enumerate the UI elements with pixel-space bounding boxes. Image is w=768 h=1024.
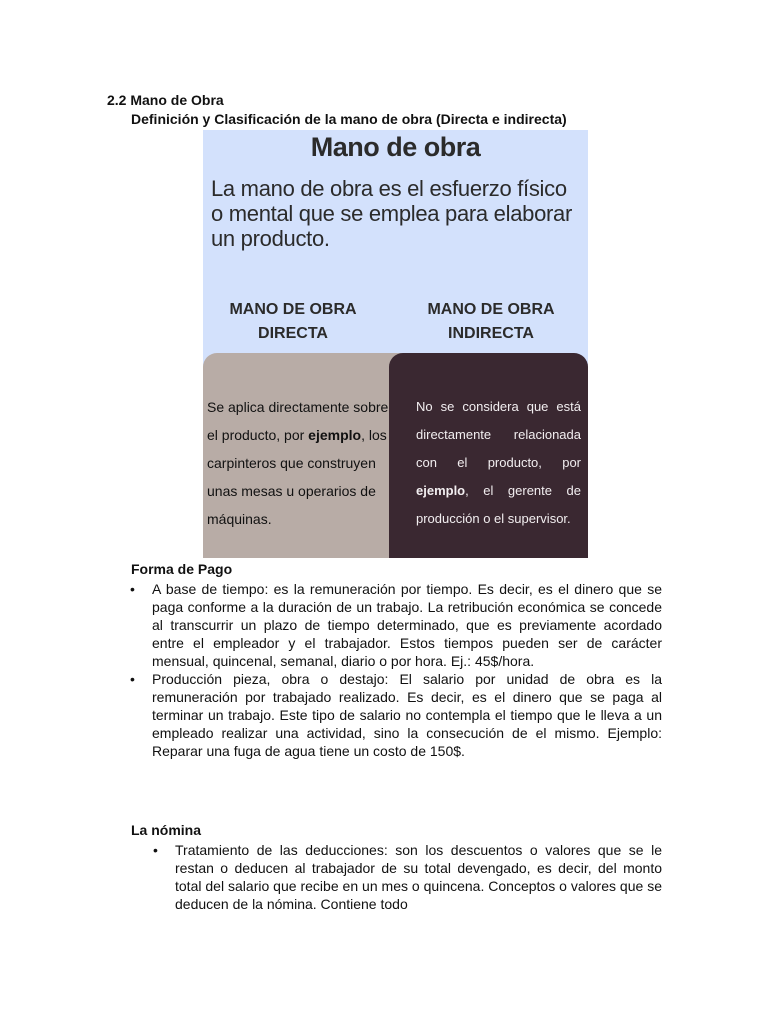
indirect-text-before: No se considera que está directamente relacionada con el producto, por <box>416 399 581 470</box>
nomina-list <box>153 841 662 913</box>
bullet-icon: • <box>130 581 135 597</box>
figure-definition: La mano de obra es el esfuerzo físico o mental que se emplea para elaborar un producto. <box>211 176 572 251</box>
indirect-text-after: , el gerente de producción o el supervisor. <box>416 483 581 526</box>
indirect-description <box>416 393 581 533</box>
nomina-heading: La nómina <box>131 822 202 838</box>
indirect-heading <box>406 298 576 346</box>
direct-heading-line1: MANO DE OBRA <box>229 301 357 318</box>
forma-pago-item-2: Producción pieza, obra o destajo: El salario por unidad de obra es la remuneración por trabajado realizado. Es decir, es el dinero que se paga al terminar un trabajo. Este tipo de salario no contempla el tiempo que le lleva a un empleado realizar una actividad, sino la consecución de el mismo. Ejemplo: Reparar una fuga de agua tiene un costo de 150$. <box>152 671 662 759</box>
indirect-heading-line1: MANO DE OBRA <box>427 301 555 318</box>
direct-text-bold: ejemplo <box>308 427 362 443</box>
figure-title: Mano de obra <box>310 132 481 162</box>
direct-heading-line2: DIRECTA <box>258 325 328 342</box>
section-title: 2.2 Mano de Obra <box>107 92 224 108</box>
indirect-heading-line2: INDIRECTA <box>448 325 534 342</box>
indirect-panel <box>389 353 588 558</box>
bullet-icon: • <box>130 671 135 687</box>
bullet-icon: • <box>153 842 158 858</box>
direct-text-before: Se aplica directamente sobre el producto, por <box>207 399 389 443</box>
forma-pago-heading: Forma de Pago <box>131 561 233 577</box>
direct-panel <box>203 353 405 558</box>
forma-pago-list <box>130 580 662 760</box>
mano-de-obra-figure <box>203 130 588 558</box>
direct-description <box>207 393 397 533</box>
list-item <box>153 841 662 913</box>
direct-heading <box>213 298 373 346</box>
indirect-text-bold: ejemplo <box>416 483 466 498</box>
direct-text-after: , los carpinteros que construyen unas mesas u operarios de máquinas. <box>207 427 387 527</box>
forma-pago-item-1: A base de tiempo: es la remuneración por tiempo. Es decir, es el dinero que se paga conforme a la duración de un trabajo. La retribución económica se concede al transcurrir un plazo de tiempo determinado, que es previamente acordado entre el empleador y el trabajador. Estos tiempos pueden ser de carácter mensual, quincenal, semanal, diario o por hora. Ej.: 45$/hora. <box>152 581 662 669</box>
list-item <box>130 670 662 760</box>
nomina-item-1: Tratamiento de las deducciones: son los descuentos o valores que se le restan o deducen al trabajador de su total devengado, es decir, del monto total del salario que recibe en un mes o quincena. Conceptos o valores que se deducen de la nómina. Contiene todo <box>175 842 662 912</box>
list-item <box>130 580 662 670</box>
section-subtitle: Definición y Clasificación de la mano de obra (Directa e indirecta) <box>131 111 567 127</box>
